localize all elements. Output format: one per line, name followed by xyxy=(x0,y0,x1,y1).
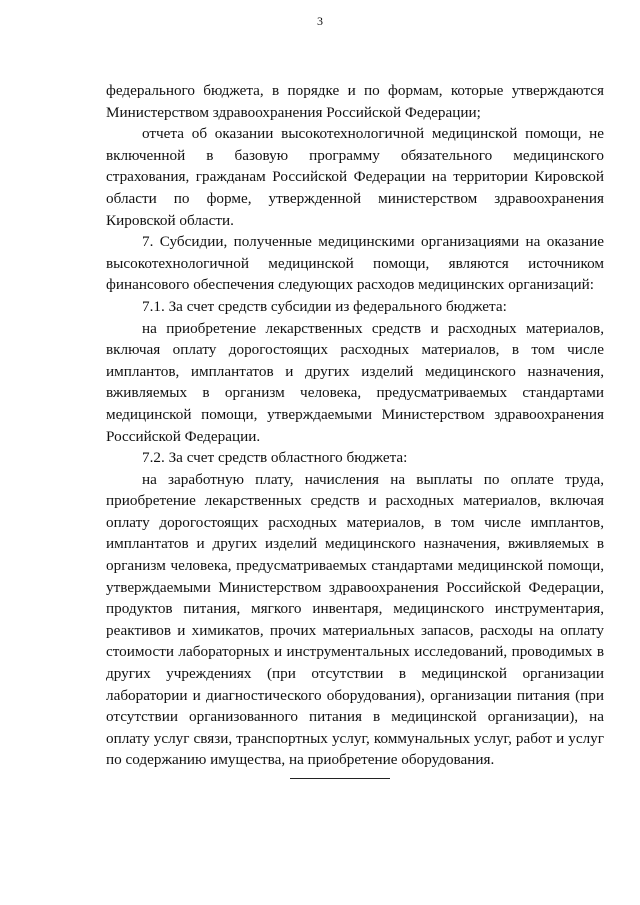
paragraph-item-7-2-body: на заработную плату, начисления на выплаты по оплате труда, приобретение лекарственных средств и расходных материалов, включая оплату дорогостоящих расходных материалов, в том числе имплантов, имплантатов и других изделий медицинского назначения, вживляемых в организм человека, предусматриваемых стандартами медицинской помощи, утверждаемыми Министерством здравоохранения Российской Федерации, продуктов питания, мягкого инвентаря, медицинского инструментария, реактивов и химикатов, прочих материальных запасов, расходы на оплату стоимости лабораторных и инструментальных исследований, проводимых в других учреждениях (при отсутствии в медицинской организации лаборатории и диагностического оборудования), организации питания (при отсутствии организованного питания в медицинской организации), на оплату услуг связи, транспортных услуг, коммунальных услуг, работ и услуг по содержанию имущества, на приобретение оборудования. xyxy=(106,470,604,769)
paragraph-report-form: отчета об оказании высокотехнологичной медицинской помощи, не включенной в базовую программу обязательного медицинского страхования, гражданам Российской Федерации на территории Кировской области по форме, утвержденной министерством здравоохранения Кировской области. xyxy=(106,125,604,229)
page-number: 3 xyxy=(317,14,323,28)
paragraph-item-7: 7. Субсидии, полученные медицинскими организациями на оказание высокотехнологичной медицинской помощи, являются источником финансового обеспечения следующих расходов медицинских организаций: xyxy=(106,233,604,294)
paragraph-continuation: федерального бюджета, в порядке и по формам, которые утверждаются Министерством здравоохранения Российской Федерации; xyxy=(106,82,604,121)
paragraph-item-7-1-body: на приобретение лекарственных средств и расходных материалов, включая оплату дорогостоящих расходных материалов, в том числе имплантов, имплантатов и других изделий медицинского назначения, вживляемых в организм человека, предусматриваемых стандартами медицинской помощи, утверждаемыми Министерством здравоохранения Российской Федерации. xyxy=(106,319,604,445)
document-body xyxy=(106,80,604,771)
end-separator-line xyxy=(290,778,390,779)
paragraph-item-7-2: 7.2. За счет средств областного бюджета: xyxy=(142,449,408,467)
paragraph-item-7-1: 7.1. За счет средств субсидии из федерального бюджета: xyxy=(142,297,507,315)
